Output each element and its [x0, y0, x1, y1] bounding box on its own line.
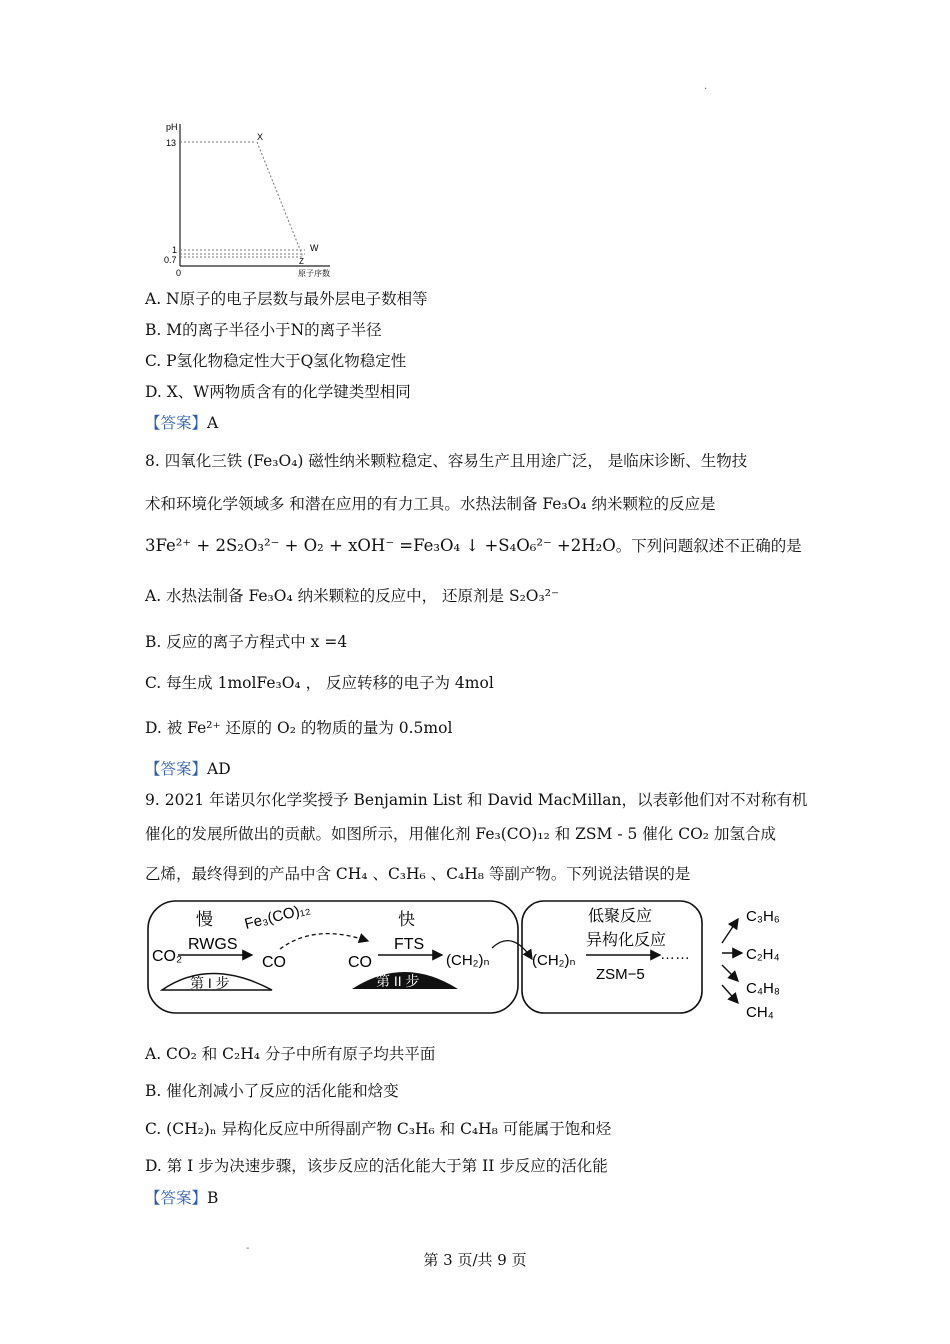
- y-tick-0-7: 0.7: [164, 255, 177, 265]
- q7-option-a: A. N原子的电子层数与最外层电子数相等: [145, 290, 428, 308]
- step2-label: 第 II 步: [376, 973, 420, 989]
- co-intermediate-1: CO: [262, 954, 286, 971]
- product-c3h6: C₃H₆: [746, 908, 780, 925]
- page-footer: 第 3 页/共 9 页: [423, 1251, 527, 1269]
- dots-label: ……: [660, 946, 690, 963]
- q9-option-d: D. 第 I 步为决速步骤，该步反应的活化能大于第 II 步反应的活化能: [145, 1157, 608, 1175]
- q9-answer: 【答案】B: [145, 1189, 219, 1207]
- fast-label: 快: [398, 910, 415, 929]
- q7-option-d: D. X、W两物质含有的化学键类型相同: [145, 383, 411, 401]
- slow-label: 慢: [196, 910, 213, 929]
- q8-stem-line1: 8. 四氧化三铁 (Fe₃O₄) 磁性纳米颗粒稳定、容易生产且用途广泛， 是临床诊断、生物技: [145, 452, 748, 470]
- q9-option-b: B. 催化剂减小了反应的活化能和焓变: [145, 1082, 399, 1100]
- ch2n-product-1: (CH₂)ₙ: [446, 952, 490, 969]
- rwgs-label: RWGS: [188, 936, 238, 953]
- q9-option-c: C. (CH₂)ₙ 异构化反应中所得副产物 C₃H₆ 和 C₄H₈ 可能属于饱和烃: [145, 1120, 612, 1138]
- q8-option-a: A. 水热法制备 Fe₃O₄ 纳米颗粒的反应中， 还原剂是 S₂O₃²⁻: [145, 587, 560, 605]
- q8-equation: 3Fe²⁺ + 2S₂O₃²⁻ + O₂ + xOH⁻ =Fe₃O₄ ↓ +S₄O₆²⁻ +2H₂O: [145, 536, 616, 555]
- reaction-diagram: [140, 893, 800, 1028]
- q8-option-c: C. 每生成 1molFe₃O₄ ， 反应转移的电子为 4mol: [145, 674, 494, 692]
- q8-answer: 【答案】AD: [145, 760, 231, 778]
- ch2n-reactant-2: (CH₂)ₙ: [532, 952, 576, 969]
- y-tick-1: 1: [172, 245, 178, 255]
- point-x-label: X: [257, 132, 264, 142]
- zsm-label: ZSM−5: [596, 966, 645, 983]
- q9-stem-line2: 催化的发展所做出的贡献。如图所示，用催化剂 Fe₃(CO)₁₂ 和 ZSM - 5 催化 CO₂ 加氢合成: [145, 825, 776, 843]
- isomerization-label: 异构化反应: [586, 932, 667, 949]
- catalyst-label: Fe₃(CO)₁₂: [242, 900, 312, 933]
- step1-label: 第 I 步: [190, 975, 230, 991]
- oligomerization-label: 低聚反应: [588, 908, 653, 925]
- q8-equation-line: 3Fe²⁺ + 2S₂O₃²⁻ + O₂ + xOH⁻ =Fe₃O₄ ↓ +S₄O₆²⁻ +2H₂O。下列问题叙述不正确的是: [145, 536, 802, 555]
- q7-option-c: C. P氢化物稳定性大于Q氢化物稳定性: [145, 352, 407, 370]
- point-w-label: W: [310, 243, 319, 253]
- product-ch4: CH₄: [746, 1004, 774, 1021]
- q7-option-b: B. M的离子半径小于N的离子半径: [145, 321, 382, 339]
- y-axis-label: pH: [166, 122, 178, 132]
- y-tick-13: 13: [166, 138, 177, 148]
- co-intermediate-2: CO: [348, 954, 372, 971]
- product-c2h4: C₂H₄: [746, 946, 780, 963]
- q8-stem-line2: 术和环境化学领域多 和潜在应用的有力工具。水热法制备 Fe₃O₄ 纳米颗粒的反应是: [145, 495, 716, 513]
- q9-stem-line1: 9. 2021 年诺贝尔化学奖授予 Benjamin List 和 David MacMillan，以表彰他们对不对称有机: [145, 791, 808, 809]
- q8-option-d: D. 被 Fe²⁺ 还原的 O₂ 的物质的量为 0.5mol: [145, 719, 453, 737]
- product-c4h8: C₄H₈: [746, 980, 781, 997]
- co2-reactant: CO₂: [152, 948, 183, 965]
- q9-stem-line3: 乙烯，最终得到的产品中含 CH₄ 、C₃H₆ 、C₄H₈ 等副产物。下列说法错误的是: [145, 865, 691, 883]
- origin-label: 0: [176, 268, 182, 278]
- fts-label: FTS: [394, 936, 425, 953]
- x-axis-label: 原子序数: [298, 269, 330, 278]
- ph-graph: [160, 118, 370, 280]
- q7-answer: 【答案】A: [145, 414, 219, 432]
- q9-option-a: A. CO₂ 和 C₂H₄ 分子中所有原子均共平面: [145, 1045, 436, 1063]
- point-z-label: Z: [299, 257, 304, 266]
- q8-option-b: B. 反应的离子方程式中 x =4: [145, 633, 348, 651]
